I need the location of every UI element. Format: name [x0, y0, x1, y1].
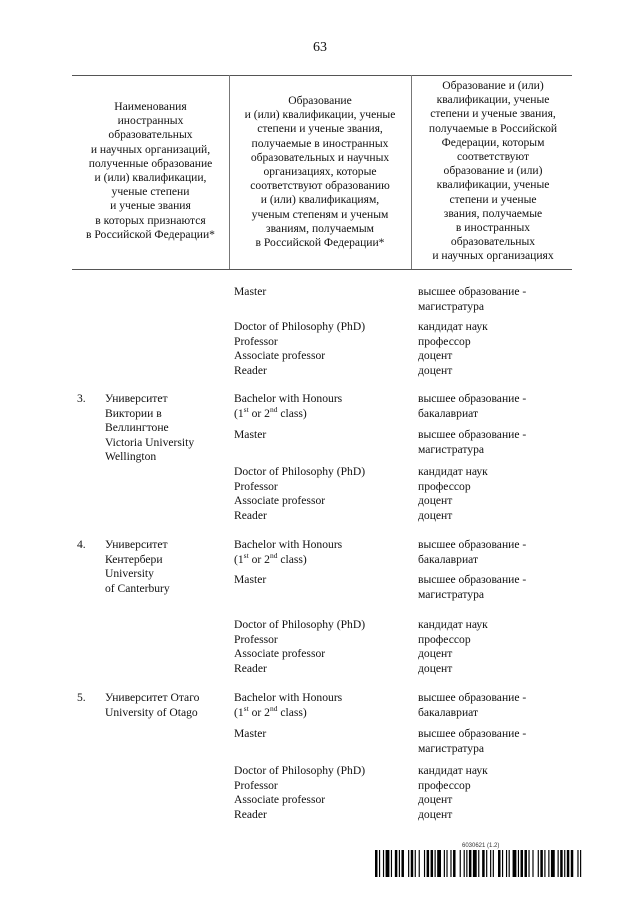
- equivalent-line: кандидат наук: [418, 764, 488, 777]
- degree-text: (1: [234, 552, 244, 566]
- barcode-bar: [551, 850, 555, 877]
- degree-text: (1: [234, 705, 244, 719]
- degree-master: Master: [234, 428, 267, 441]
- degree-text: or 2: [248, 406, 270, 420]
- header-line: полученные образование: [88, 156, 213, 170]
- equivalent-master: [418, 573, 578, 602]
- header-column-divider-1: [229, 75, 230, 269]
- header-line: соответствуют: [456, 150, 530, 164]
- barcode-bar: [544, 850, 545, 877]
- table-header-bottom-rule: [72, 269, 572, 270]
- barcode-bar: [399, 850, 400, 877]
- header-line: образование и (или): [443, 164, 543, 178]
- barcode-bar: [375, 850, 378, 877]
- barcode-bar: [532, 850, 533, 877]
- barcode-bar: [437, 850, 441, 877]
- header-column-divider-2: [411, 75, 412, 269]
- row-number: 5.: [77, 691, 86, 704]
- barcode-bar: [567, 850, 570, 877]
- header-line: и ученые звания: [110, 199, 191, 213]
- barcode-bar: [450, 850, 451, 877]
- degree-titles: [234, 465, 414, 523]
- row-number: 3.: [77, 392, 86, 405]
- equivalent-line: бакалавриат: [418, 406, 479, 420]
- equivalent-line: высшее образование -: [418, 285, 527, 298]
- degree-line: Doctor of Philosophy (PhD): [234, 320, 366, 333]
- degree-line: Doctor of Philosophy (PhD): [234, 618, 366, 631]
- degree-text: or 2: [248, 705, 270, 719]
- superscript: nd: [269, 703, 278, 713]
- degree-bachelor: [234, 538, 414, 567]
- equivalent-line: магистратура: [418, 587, 485, 601]
- degree-text: class): [277, 705, 307, 719]
- barcode-bar: [446, 850, 447, 877]
- university-line: of Canterbury: [105, 581, 170, 595]
- header-line: организациях, которые: [263, 165, 377, 179]
- header-line: званиям, получаемым: [266, 221, 374, 235]
- barcode-bar: [518, 850, 519, 877]
- barcode-bar: [424, 850, 425, 877]
- equivalent-bachelor: [418, 691, 578, 720]
- header-line: ученые степени: [111, 185, 190, 199]
- equivalent-line: высшее образование -: [418, 573, 527, 586]
- university-line: University: [105, 567, 154, 581]
- equivalent-titles: [418, 764, 578, 822]
- equivalent-line: профессор: [418, 778, 471, 792]
- degree-bachelor: [234, 691, 414, 720]
- university-line: Victoria University: [105, 435, 195, 449]
- equivalent-titles: [418, 465, 578, 523]
- document-serial: 6030621 (1.2): [462, 843, 500, 849]
- barcode-bar: [419, 850, 420, 877]
- superscript: st: [243, 404, 249, 414]
- university-name: [105, 392, 225, 465]
- equivalent-line: доцент: [418, 508, 453, 522]
- barcode-bar: [571, 850, 574, 877]
- equivalent-line: кандидат наук: [418, 465, 488, 478]
- header-line: образовательных: [450, 235, 536, 249]
- equivalent-line: высшее образование -: [418, 428, 527, 441]
- header-line: звания, получаемые: [443, 206, 543, 220]
- barcode-bar: [524, 850, 527, 877]
- degree-line: Reader: [234, 661, 267, 675]
- barcode-bar: [379, 850, 380, 877]
- degree-titles: [234, 618, 414, 676]
- equivalent-titles: [418, 320, 578, 378]
- equivalent-line: доцент: [418, 363, 453, 377]
- barcode-bar: [464, 850, 465, 877]
- header-line: ученым степеням и ученым: [251, 207, 389, 221]
- university-line: Веллингтоне: [105, 421, 169, 435]
- university-name: [105, 691, 225, 720]
- barcode-bar: [408, 850, 409, 877]
- equivalent-bachelor: [418, 392, 578, 421]
- page-number: 63: [313, 40, 327, 55]
- university-line: University of Otago: [105, 705, 198, 719]
- degree-titles: [234, 764, 414, 822]
- superscript: nd: [269, 550, 278, 560]
- header-line: образовательных: [108, 128, 193, 142]
- header-line: квалификации, ученые: [436, 178, 550, 192]
- header-line: и (или) квалификации, ученые: [244, 108, 396, 122]
- equivalent-line: бакалавриат: [418, 552, 479, 566]
- degree-master: Master: [234, 573, 267, 586]
- equivalent-line: кандидат наук: [418, 618, 488, 631]
- university-line: Wellington: [105, 450, 157, 464]
- header-col-foreign-degrees: [231, 94, 409, 250]
- equivalent-titles: [418, 618, 578, 676]
- barcode-bar: [411, 850, 414, 877]
- degree-line: Doctor of Philosophy (PhD): [234, 764, 366, 777]
- barcode-bar: [502, 850, 503, 877]
- barcode-bar: [577, 850, 578, 877]
- degree-line: Bachelor with Honours: [234, 392, 343, 405]
- header-line: в Российской Федерации*: [255, 236, 385, 250]
- header-line: в Российской Федерации*: [86, 227, 215, 241]
- header-line: образовательных и научных: [250, 150, 390, 164]
- header-line: Образование и (или): [442, 79, 544, 92]
- barcode-bar: [453, 850, 456, 877]
- degree-line: Professor: [234, 334, 278, 348]
- degree-titles: [234, 320, 414, 378]
- degree-bachelor: [234, 392, 414, 421]
- degree-text: class): [277, 552, 307, 566]
- degree-master: Master: [234, 285, 267, 298]
- barcode-bar: [415, 850, 416, 877]
- degree-line: Associate professor: [234, 494, 326, 508]
- equivalent-line: доцент: [418, 807, 453, 821]
- barcode-bar: [506, 850, 507, 877]
- degree-text: or 2: [248, 552, 270, 566]
- equivalent-line: высшее образование -: [418, 691, 527, 704]
- header-line: в которых признаются: [95, 213, 206, 227]
- university-line: Университет Отаго: [105, 691, 200, 704]
- header-line: и (или) квалификациям,: [260, 193, 380, 207]
- equivalent-line: доцент: [418, 494, 453, 508]
- equivalent-line: профессор: [418, 632, 471, 646]
- equivalent-line: магистратура: [418, 741, 485, 755]
- equivalent-master: [418, 727, 578, 756]
- header-line: соответствуют образованию: [250, 179, 390, 193]
- degree-line: Reader: [234, 363, 267, 377]
- barcode-bar: [386, 850, 390, 877]
- degree-line: [234, 703, 414, 721]
- barcode-bar: [473, 850, 477, 877]
- barcode-bar: [580, 850, 581, 877]
- header-line: получаемые в Российской: [428, 121, 558, 135]
- header-col-institutions: [74, 100, 227, 242]
- barcode-bar: [538, 850, 539, 877]
- degree-line: Doctor of Philosophy (PhD): [234, 465, 366, 478]
- barcode-bar: [560, 850, 563, 877]
- barcode-bar: [466, 850, 467, 877]
- header-line: и научных организаций,: [90, 142, 211, 156]
- equivalent-line: доцент: [418, 647, 453, 661]
- header-line: иностранных: [117, 114, 184, 128]
- degree-line: Professor: [234, 479, 278, 493]
- barcode-bar: [482, 850, 485, 877]
- degree-line: Bachelor with Honours: [234, 538, 343, 551]
- degree-line: Reader: [234, 807, 267, 821]
- barcode-bar: [391, 850, 392, 877]
- barcode-bar: [498, 850, 501, 877]
- header-line: Наименования: [114, 100, 187, 113]
- equivalent-line: бакалавриат: [418, 705, 479, 719]
- degree-line: Reader: [234, 508, 267, 522]
- barcode-bar: [460, 850, 461, 877]
- equivalent-line: высшее образование -: [418, 392, 527, 405]
- university-line: Кентербери: [105, 552, 163, 566]
- barcode-bar: [540, 850, 543, 877]
- header-line: степени и ученые: [449, 192, 537, 206]
- barcode-bar: [509, 850, 510, 877]
- equivalent-line: доцент: [418, 349, 453, 363]
- equivalent-bachelor: [418, 538, 578, 567]
- barcode: [375, 850, 584, 877]
- equivalent-line: кандидат наук: [418, 320, 488, 333]
- table-top-rule: [72, 75, 572, 76]
- barcode-bar: [395, 850, 398, 877]
- equivalent-master: [418, 285, 578, 314]
- superscript: nd: [269, 404, 278, 414]
- barcode-bar: [486, 850, 487, 877]
- degree-text: class): [277, 406, 307, 420]
- header-line: степени и ученые звания,: [257, 122, 383, 136]
- degree-line: Associate professor: [234, 793, 326, 807]
- equivalent-line: высшее образование -: [418, 727, 527, 740]
- equivalent-line: профессор: [418, 334, 471, 348]
- degree-line: Bachelor with Honours: [234, 691, 343, 704]
- equivalent-line: доцент: [418, 661, 453, 675]
- header-line: Образование: [288, 94, 352, 107]
- barcode-bar: [444, 850, 445, 877]
- degree-line: [234, 550, 414, 568]
- university-line: Университет: [105, 538, 168, 551]
- equivalent-line: магистратура: [418, 442, 485, 456]
- degree-text: (1: [234, 406, 244, 420]
- degree-line: Professor: [234, 778, 278, 792]
- barcode-bar: [478, 850, 479, 877]
- barcode-bar: [469, 850, 472, 877]
- equivalent-line: магистратура: [418, 299, 485, 313]
- barcode-bar: [490, 850, 491, 877]
- equivalent-master: [418, 428, 578, 457]
- superscript: st: [243, 703, 249, 713]
- header-line: в иностранных: [455, 221, 531, 235]
- university-name: [105, 538, 225, 596]
- barcode-bar: [558, 850, 559, 877]
- barcode-bar: [493, 850, 494, 877]
- header-line: и (или) квалификации,: [94, 171, 207, 185]
- degree-line: Associate professor: [234, 647, 326, 661]
- header-line: Федерации, которым: [441, 135, 545, 149]
- university-line: Виктории в: [105, 406, 162, 420]
- barcode-bar: [401, 850, 404, 877]
- university-line: Университет: [105, 392, 168, 405]
- barcode-bar: [548, 850, 549, 877]
- barcode-bar: [427, 850, 430, 877]
- barcode-bar: [564, 850, 565, 877]
- barcode-bar: [521, 850, 524, 877]
- degree-line: [234, 404, 414, 422]
- degree-line: Associate professor: [234, 349, 326, 363]
- degree-line: Professor: [234, 632, 278, 646]
- header-line: и научных организациях: [432, 249, 554, 263]
- degree-master: Master: [234, 727, 267, 740]
- header-col-russian-degrees: [413, 79, 573, 264]
- header-line: квалификации, ученые: [436, 93, 550, 107]
- barcode-bar: [435, 850, 436, 877]
- superscript: st: [243, 550, 249, 560]
- header-line: получаемые в иностранных: [251, 136, 389, 150]
- equivalent-line: профессор: [418, 479, 471, 493]
- equivalent-line: доцент: [418, 793, 453, 807]
- header-line: степени и ученые звания,: [430, 107, 556, 121]
- row-number: 4.: [77, 538, 86, 551]
- equivalent-line: высшее образование -: [418, 538, 527, 551]
- barcode-bar: [528, 850, 529, 877]
- barcode-bar: [513, 850, 517, 877]
- barcode-bar: [383, 850, 384, 877]
- barcode-bar: [431, 850, 434, 877]
